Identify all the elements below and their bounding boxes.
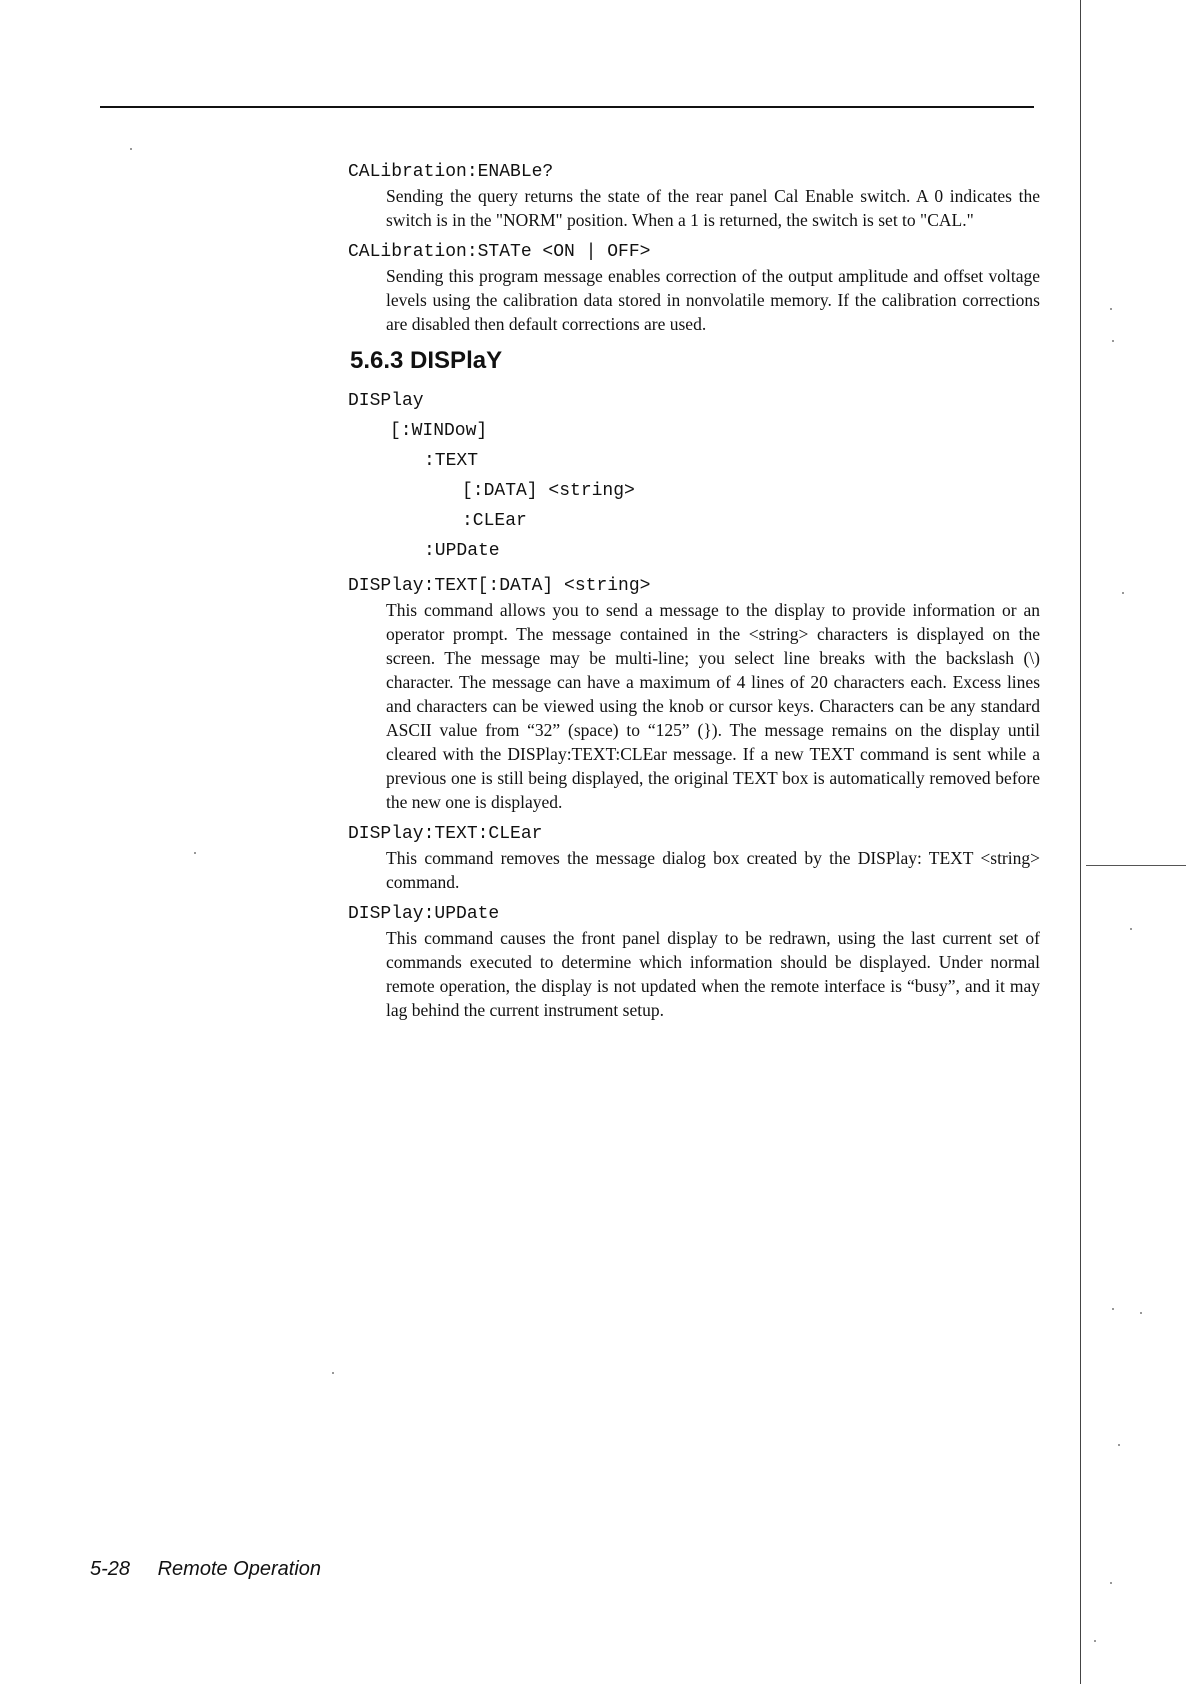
command-signature: CALibration:ENABLe? xyxy=(348,162,554,182)
section-heading: 5.6.3 DISPlaY xyxy=(350,347,503,374)
command-description: Sending the query returns the state of the rear panel Cal Enable switch. A 0 indicates the switch is in the "NORM" position. When a 1 is returned, the switch is set to "CAL." xyxy=(386,186,1040,230)
command-signature: DISPlay:UPDate xyxy=(348,904,500,924)
scan-speck xyxy=(1112,340,1114,342)
entry-calibration-enable xyxy=(348,160,1040,232)
entry-display-text-data xyxy=(348,574,1040,814)
tree-update: :UPDate xyxy=(424,541,500,561)
command-signature: DISPlay:TEXT[:DATA] <string> xyxy=(348,576,651,596)
command-signature: DISPlay:TEXT:CLEar xyxy=(348,824,543,844)
page-content xyxy=(348,160,1040,1022)
page-number: 5-28 xyxy=(90,1558,131,1580)
tree-clear: :CLEar xyxy=(462,511,527,531)
tree-root: DISPlay xyxy=(348,391,424,411)
scan-speck xyxy=(1118,1444,1120,1446)
tree-window: [:WINDow] xyxy=(390,421,488,441)
tree-data: [:DATA] <string> xyxy=(462,481,635,501)
scan-speck xyxy=(1112,1308,1114,1310)
scan-speck xyxy=(1130,928,1132,930)
entry-display-text-clear xyxy=(348,822,1040,894)
scan-speck xyxy=(1110,1582,1112,1584)
page-edge-line xyxy=(1080,0,1081,1684)
footer-section-title: Remote Operation xyxy=(157,1558,322,1580)
command-description: This command allows you to send a message to the display to provide information or an operator prompt. The message contained in the <string> characters is displayed on the screen. The message may be multi-line; you select line breaks with the backslash (\) character. The message can have a maximum of 4 lines of 20 characters each. Excess lines and characters can be viewed using the knob or cursor keys. Characters can be any standard ASCII value from “32” (space) to “125” (}). The message remains on the display until cleared with the DISPlay:TEXT:CLEar message. If a new TEXT command is sent while a previous one is still being displayed, the original TEXT box is automatically removed before the new one is displayed. xyxy=(386,600,1040,812)
page-footer xyxy=(90,1558,321,1581)
command-tree xyxy=(348,386,1040,566)
entry-display-update xyxy=(348,902,1040,1022)
scan-speck xyxy=(1122,592,1124,594)
scan-speck xyxy=(1094,1640,1096,1642)
scan-speck xyxy=(130,148,132,150)
scan-speck xyxy=(1140,1312,1142,1314)
command-description: Sending this program message enables correction of the output amplitude and offset voltage levels using the calibration data stored in nonvolatile memory. If the calibration corrections are disabled then default corrections are used. xyxy=(386,266,1040,334)
scan-speck xyxy=(1110,308,1112,310)
top-rule xyxy=(100,106,1034,108)
command-signature: CALibration:STATe <ON | OFF> xyxy=(348,242,651,262)
page-edge-tick xyxy=(1086,865,1186,866)
scan-speck xyxy=(332,1372,334,1374)
command-description: This command removes the message dialog box created by the DISPlay: TEXT <string> command. xyxy=(386,848,1040,892)
entry-calibration-state xyxy=(348,240,1040,336)
scan-speck xyxy=(194,852,196,854)
tree-text: :TEXT xyxy=(424,451,479,471)
command-description: This command causes the front panel display to be redrawn, using the last current set of commands executed to determine which information should be displayed. Under normal remote operation, the display is not updated when the remote interface is “busy”, and it may lag behind the current instrument setup. xyxy=(386,928,1040,1020)
